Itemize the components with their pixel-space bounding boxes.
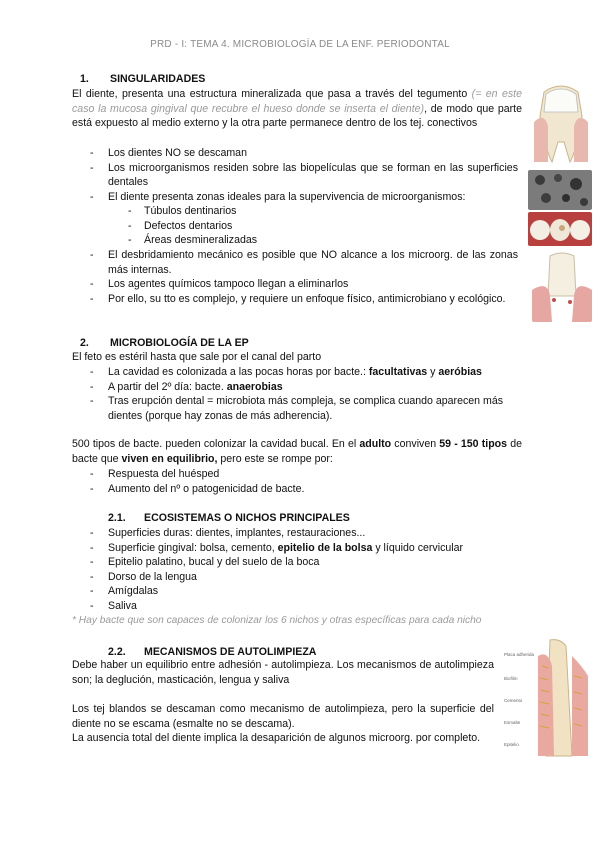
intro-italic: (= en este caso la mucosa gingival que recubre el hueso donde se inserta el diente) — [72, 88, 522, 115]
text: A partir del 2º día: bacte. — [108, 380, 227, 393]
list-item: - Los dientes NO se descaman — [90, 146, 518, 161]
section-2-paragraph — [72, 437, 522, 466]
list-item — [90, 541, 520, 556]
list-item: - Tras erupción dental = microbiota más compleja, se complica cuando aparecen más dientes (porque hay zonas de más adherencia). — [90, 394, 528, 423]
section-title: MICROBIOLOGÍA DE LA EP — [110, 337, 249, 349]
text: pero este se rompe por: — [217, 452, 333, 465]
bold-text: adulto — [359, 438, 392, 450]
footnote: * Hay bacte que son capaces de colonizar los 6 nichos y otras específicas para cada nicho — [72, 615, 482, 626]
section-number: 2.2. — [108, 646, 126, 658]
diagram-label: Esmalte — [504, 720, 521, 725]
text: de bacte que — [72, 438, 522, 465]
section-number: 2.1. — [108, 512, 126, 524]
list-item: - Los agentes químicos tampoco llegan a eliminarlos — [90, 277, 518, 292]
list-item: - Por ello, su tto es complejo, y requiere un enfoque físico, antimicrobiano y ecológico. — [90, 292, 518, 307]
section-2-1-heading — [108, 511, 350, 526]
text: y líquido cervicular — [372, 541, 464, 554]
list-item: - Amígdalas — [90, 584, 520, 599]
list-item — [90, 365, 528, 380]
list-item: - El diente presenta zonas ideales para la supervivencia de microorganismos: — [90, 190, 518, 205]
text: Superficie gingival: bolsa, cemento, — [108, 541, 278, 554]
section-number: 1. — [80, 73, 89, 85]
teeth-photo — [528, 212, 592, 246]
section-2-2-paragraph-3: La ausencia total del diente implica la desaparición de algunos microorg. por completo. — [72, 732, 481, 744]
section-1-sublist — [128, 204, 428, 248]
section-2-2-paragraph-1: Debe haber un equilibrio entre adhesión - autolimpieza. Los mecanismos de autolimpieza son; la deglución, masticación, lengua y saliva — [72, 659, 494, 686]
sub-list-item: - Defectos dentarios — [128, 219, 428, 234]
list-item: - Respuesta del huésped — [90, 467, 520, 482]
diagram-label: Cemento — [504, 698, 523, 703]
bold-text: aeróbias — [438, 366, 482, 378]
diagram-label: Biofilm — [504, 676, 518, 681]
tooth-anatomy-illustration — [530, 82, 592, 164]
page-header: PRD - I: TEMA 4. MICROBIOLOGÍA DE LA ENF. PERIODONTAL — [150, 39, 450, 50]
text: La cavidad es colonizada a las pocas horas por bacte.: — [108, 366, 369, 378]
periodontal-diagram — [502, 636, 592, 766]
bold-text: anaerobias — [226, 380, 283, 393]
section-2-heading — [80, 336, 249, 351]
list-item: - Aumento del nº o patogenicidad de bacte. — [90, 482, 520, 497]
list-item: - El desbridamiento mecánico es posible que NO alcance a los microorg. de las zonas más internas. — [90, 248, 518, 277]
microscopy-image — [528, 170, 592, 210]
section-title: SINGULARIDADES — [110, 73, 206, 85]
bold-text: epitelio de la bolsa — [277, 541, 373, 554]
bold-text: viven en equilibrio, — [121, 452, 218, 465]
section-1-heading — [80, 72, 205, 87]
diagram-label: Epitelio — [504, 742, 519, 747]
diagram-label: Placa adherida — [504, 652, 535, 657]
list-item: - Los microorganismos residen sobre las biopelículas que se forman en las superficies dentales — [90, 161, 518, 190]
text: 500 tipos de bacte. pueden colonizar la cavidad bucal. En el — [72, 438, 360, 450]
list-item — [90, 380, 528, 395]
section-2-list — [90, 365, 528, 423]
bold-text: 59 - 150 tipos — [439, 438, 508, 450]
list-item: - Epitelio palatino, bucal y del suelo de la boca — [90, 555, 520, 570]
list-item: - Superficies duras: dientes, implantes, restauraciones... — [90, 526, 520, 541]
section-1-list — [90, 146, 518, 204]
section-2-intro: El feto es estéril hasta que sale por el canal del parto — [72, 351, 322, 363]
intro-text: El diente, presenta una estructura mineralizada que pasa a través del tegumento — [72, 88, 472, 100]
section-1-list-2 — [90, 248, 518, 306]
gingival-recession-illustration — [532, 250, 592, 322]
section-title: MECANISMOS DE AUTOLIMPIEZA — [144, 646, 317, 658]
list-item: - Saliva — [90, 599, 520, 614]
section-1-intro — [72, 87, 522, 131]
sub-list-item: - Áreas desmineralizadas — [128, 233, 428, 248]
list-item: - Dorso de la lengua — [90, 570, 520, 585]
text: conviven — [391, 438, 440, 450]
section-title: ECOSISTEMAS O NICHOS PRINCIPALES — [144, 512, 350, 524]
text: y — [427, 366, 439, 378]
section-2-1-list — [90, 526, 520, 613]
sub-list-item: - Túbulos dentinarios — [128, 204, 428, 219]
intro-text-end: , de modo que parte está expuesto al medio externo y la otra parte permanece dentro de los tej. conectivos — [72, 102, 522, 129]
bold-text: facultativas — [368, 366, 428, 378]
section-2-2-paragraph-2: Los tej blandos se descaman como mecanismo de autolimpieza, pero la superficie del diente no se escama (esmalte no se descama). — [72, 703, 494, 730]
section-number: 2. — [80, 337, 89, 349]
section-2-list-2 — [90, 467, 520, 496]
